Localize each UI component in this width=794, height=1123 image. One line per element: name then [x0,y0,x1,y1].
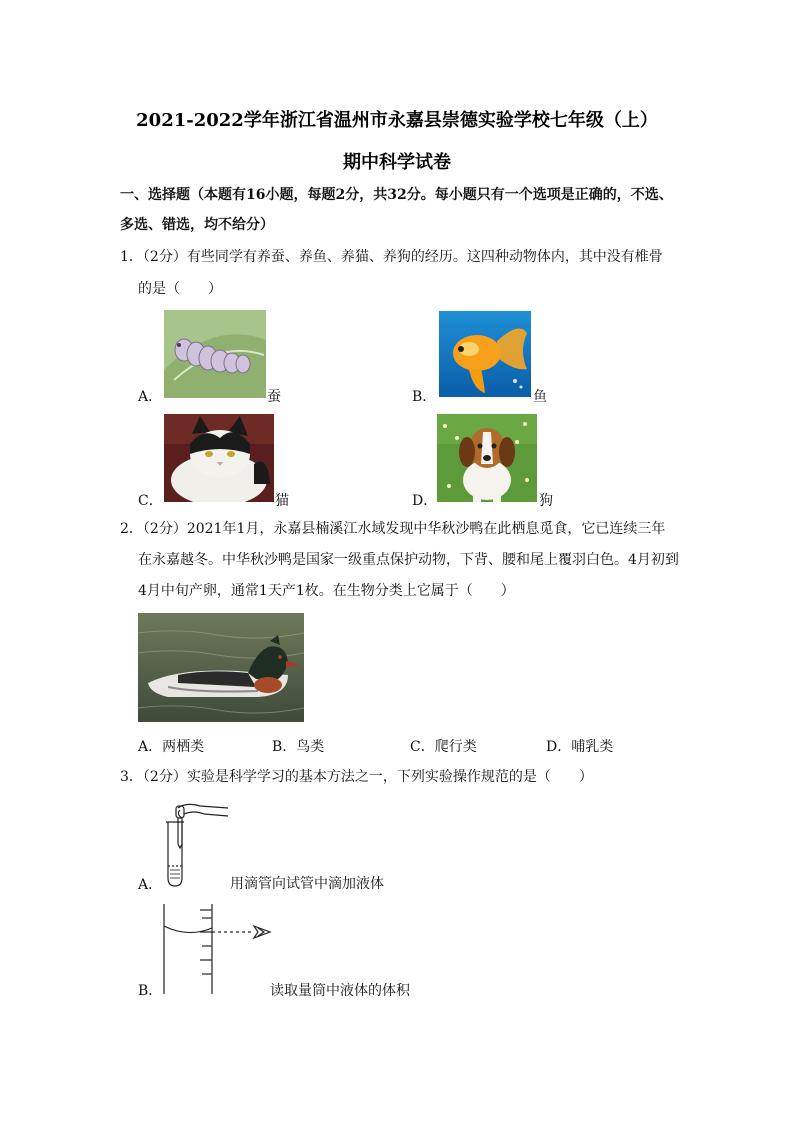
option-2b: B．鸟类 [272,739,325,755]
option-1c-caption: 猫 [275,493,289,509]
section-heading-cont: 多选、错选，均不给分） [120,217,274,233]
option-3a-caption: 用滴管向试管中滴加液体 [230,876,384,892]
section-heading: 一、选择题（本题有16小题，每题2分，共32分。每小题只有一个选项是正确的，不选、 [120,187,673,203]
question-2-text-cont1: 在永嘉越冬。中华秋沙鸭是国家一级重点保护动物，下背、腰和尾上覆羽白色。4月初到 [138,552,679,568]
page-title: 2021-2022学年浙江省温州市永嘉县崇德实验学校七年级（上） [136,110,658,131]
cylinder-reading-image [158,902,274,994]
question-2-text: 2．（2分）2021年1月，永嘉县楠溪江水域发现中华秋沙鸭在此栖息觅食，它已连续三年 [120,521,666,537]
question-1-text: 1．（2分）有些同学有养蚕、养鱼、养猫、养狗的经历。这四种动物体内，其中没有椎骨 [120,249,663,265]
cat-image [164,414,274,502]
option-2a: A．两栖类 [138,739,205,755]
option-1d-letter: D． [412,493,438,509]
option-2c: C．爬行类 [410,739,477,755]
option-1c-letter: C． [138,493,163,509]
merganser-image [138,613,304,722]
silkworm-image [164,310,266,398]
page-subtitle: 期中科学试卷 [343,152,451,173]
goldfish-image [439,311,531,397]
option-1b-letter: B． [412,389,437,405]
option-3a-letter: A． [138,877,163,893]
question-3-text: 3．（2分）实验是科学学习的基本方法之一，下列实验操作规范的是（ ） [120,769,593,785]
question-1-text-cont: 的是（ ） [138,281,222,297]
option-1d-caption: 狗 [539,493,553,509]
option-3b-letter: B． [138,983,163,999]
dog-image [437,414,537,502]
option-3b-caption: 读取量筒中液体的体积 [270,983,410,999]
dropper-test-tube-image [160,800,232,890]
option-1a-letter: A． [138,389,163,405]
option-1b-caption: 鱼 [533,389,547,405]
option-1a-caption: 蚕 [267,389,281,405]
option-2d: D．哺乳类 [546,739,614,755]
question-2-text-cont2: 4月中旬产卵，通常1天产1枚。在生物分类上它属于（ ） [138,583,515,599]
